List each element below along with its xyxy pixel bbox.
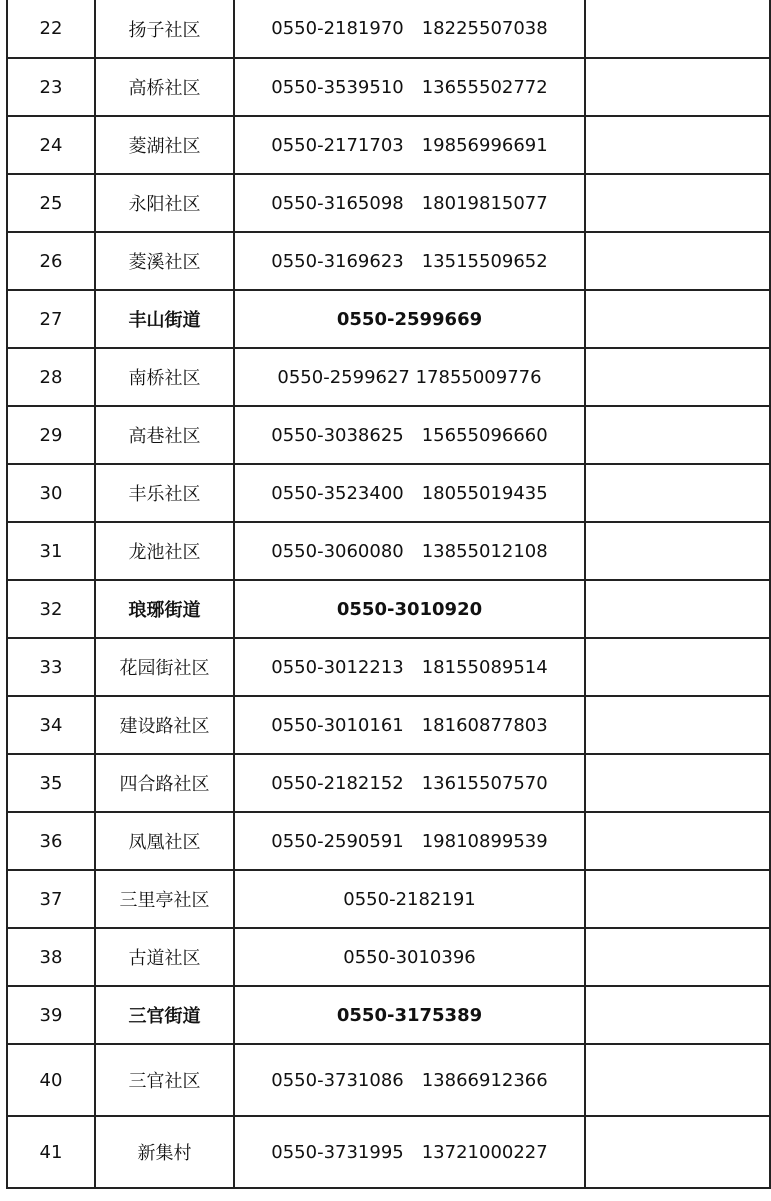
row-number-cell: 30 <box>7 464 95 522</box>
phone-cell <box>234 1044 585 1116</box>
mobile-number: 13855012108 <box>421 540 548 562</box>
row-number-cell: 37 <box>7 870 95 928</box>
mobile-number: 15655096660 <box>421 424 548 446</box>
unit-name-cell: 南桥社区 <box>95 348 234 406</box>
table-row <box>7 986 770 1044</box>
landline-number: 0550-2590591 <box>271 830 404 852</box>
unit-name-cell: 高巷社区 <box>95 406 234 464</box>
row-number-cell: 32 <box>7 580 95 638</box>
table-row <box>7 580 770 638</box>
row-number-cell: 28 <box>7 348 95 406</box>
phone-cell <box>234 870 585 928</box>
empty-cell <box>585 696 770 754</box>
landline-number: 0550-3165098 <box>271 192 404 214</box>
empty-cell <box>585 290 770 348</box>
landline-number: 0550-2181970 <box>271 18 404 39</box>
table-row <box>7 1044 770 1116</box>
unit-name-cell: 高桥社区 <box>95 58 234 116</box>
landline-number: 0550-2599627 17855009776 <box>277 366 542 388</box>
mobile-number: 18225507038 <box>421 18 548 39</box>
table-row <box>7 232 770 290</box>
unit-name-cell: 龙池社区 <box>95 522 234 580</box>
mobile-number: 13515509652 <box>421 250 548 272</box>
table-row <box>7 174 770 232</box>
phone-cell <box>234 580 585 638</box>
row-number-cell: 34 <box>7 696 95 754</box>
table-row <box>7 638 770 696</box>
phone-cell <box>234 812 585 870</box>
mobile-number: 13615507570 <box>421 772 548 794</box>
phone-cell <box>234 232 585 290</box>
empty-cell <box>585 406 770 464</box>
row-number-cell: 29 <box>7 406 95 464</box>
row-number-cell: 26 <box>7 232 95 290</box>
table-row <box>7 1116 770 1188</box>
empty-cell <box>585 870 770 928</box>
table-row <box>7 522 770 580</box>
landline-number: 0550-2182152 <box>271 772 404 794</box>
table-row <box>7 870 770 928</box>
phone-cell <box>234 754 585 812</box>
unit-name-cell: 丰乐社区 <box>95 464 234 522</box>
table-row <box>7 696 770 754</box>
table-row <box>7 812 770 870</box>
row-number-cell: 41 <box>7 1116 95 1188</box>
phone-cell <box>234 348 585 406</box>
row-number-cell: 38 <box>7 928 95 986</box>
unit-name-cell: 扬子社区 <box>95 0 234 58</box>
unit-name-cell: 永阳社区 <box>95 174 234 232</box>
landline-number: 0550-3175389 <box>336 1004 483 1026</box>
landline-number: 0550-3010920 <box>336 598 483 620</box>
mobile-number: 19856996691 <box>421 134 548 156</box>
unit-name-cell: 新集村 <box>95 1116 234 1188</box>
phone-cell <box>234 58 585 116</box>
landline-number: 0550-3731995 <box>271 1141 404 1163</box>
unit-name-cell: 菱溪社区 <box>95 232 234 290</box>
unit-name-cell: 三官街道 <box>95 986 234 1044</box>
mobile-number: 18019815077 <box>421 192 548 214</box>
empty-cell <box>585 1044 770 1116</box>
mobile-number: 18160877803 <box>421 714 548 736</box>
landline-number: 0550-2182191 <box>343 888 476 910</box>
empty-cell <box>585 0 770 58</box>
row-number-cell: 40 <box>7 1044 95 1116</box>
row-number-cell: 25 <box>7 174 95 232</box>
mobile-number: 13866912366 <box>421 1069 548 1091</box>
landline-number: 0550-2599669 <box>336 308 483 330</box>
phone-cell <box>234 406 585 464</box>
table-row <box>7 58 770 116</box>
landline-number: 0550-3060080 <box>271 540 404 562</box>
unit-name-cell: 丰山街道 <box>95 290 234 348</box>
table-row <box>7 348 770 406</box>
row-number-cell: 35 <box>7 754 95 812</box>
phone-cell <box>234 0 585 58</box>
mobile-number: 13655502772 <box>421 76 548 98</box>
row-number-cell: 24 <box>7 116 95 174</box>
landline-number: 0550-3038625 <box>271 424 404 446</box>
landline-number: 0550-3012213 <box>271 656 404 678</box>
landline-number: 0550-2171703 <box>271 134 404 156</box>
row-number-cell: 22 <box>7 0 95 58</box>
empty-cell <box>585 812 770 870</box>
mobile-number: 19810899539 <box>421 830 548 852</box>
empty-cell <box>585 522 770 580</box>
table-row <box>7 464 770 522</box>
empty-cell <box>585 348 770 406</box>
landline-number: 0550-3731086 <box>271 1069 404 1091</box>
table-row <box>7 290 770 348</box>
phone-cell <box>234 696 585 754</box>
empty-cell <box>585 638 770 696</box>
row-number-cell: 39 <box>7 986 95 1044</box>
row-number-cell: 23 <box>7 58 95 116</box>
unit-name-cell: 菱湖社区 <box>95 116 234 174</box>
phone-cell <box>234 522 585 580</box>
row-number-cell: 27 <box>7 290 95 348</box>
unit-name-cell: 建设路社区 <box>95 696 234 754</box>
phone-cell <box>234 174 585 232</box>
empty-cell <box>585 174 770 232</box>
phone-cell <box>234 116 585 174</box>
empty-cell <box>585 1116 770 1188</box>
phone-cell <box>234 928 585 986</box>
empty-cell <box>585 232 770 290</box>
unit-name-cell: 三里亭社区 <box>95 870 234 928</box>
unit-name-cell: 琅琊街道 <box>95 580 234 638</box>
mobile-number: 13721000227 <box>421 1141 548 1163</box>
landline-number: 0550-3010396 <box>343 946 476 968</box>
unit-name-cell: 四合路社区 <box>95 754 234 812</box>
row-number-cell: 36 <box>7 812 95 870</box>
row-number-cell: 31 <box>7 522 95 580</box>
phone-cell <box>234 986 585 1044</box>
empty-cell <box>585 580 770 638</box>
landline-number: 0550-3010161 <box>271 714 404 736</box>
unit-name-cell: 古道社区 <box>95 928 234 986</box>
empty-cell <box>585 116 770 174</box>
unit-name-cell: 凤凰社区 <box>95 812 234 870</box>
mobile-number: 18055019435 <box>421 482 548 504</box>
contact-table-body <box>7 0 770 1188</box>
empty-cell <box>585 464 770 522</box>
table-row <box>7 0 770 58</box>
unit-name-cell: 三官社区 <box>95 1044 234 1116</box>
phone-cell <box>234 638 585 696</box>
phone-cell <box>234 464 585 522</box>
empty-cell <box>585 928 770 986</box>
landline-number: 0550-3539510 <box>271 76 404 98</box>
contact-table <box>6 0 771 1189</box>
empty-cell <box>585 986 770 1044</box>
unit-name-cell: 花园街社区 <box>95 638 234 696</box>
empty-cell <box>585 754 770 812</box>
table-row <box>7 116 770 174</box>
table-row <box>7 406 770 464</box>
row-number-cell: 33 <box>7 638 95 696</box>
phone-cell <box>234 290 585 348</box>
table-row <box>7 754 770 812</box>
mobile-number: 18155089514 <box>421 656 548 678</box>
table-row <box>7 928 770 986</box>
phone-cell <box>234 1116 585 1188</box>
landline-number: 0550-3523400 <box>271 482 404 504</box>
landline-number: 0550-3169623 <box>271 250 404 272</box>
empty-cell <box>585 58 770 116</box>
